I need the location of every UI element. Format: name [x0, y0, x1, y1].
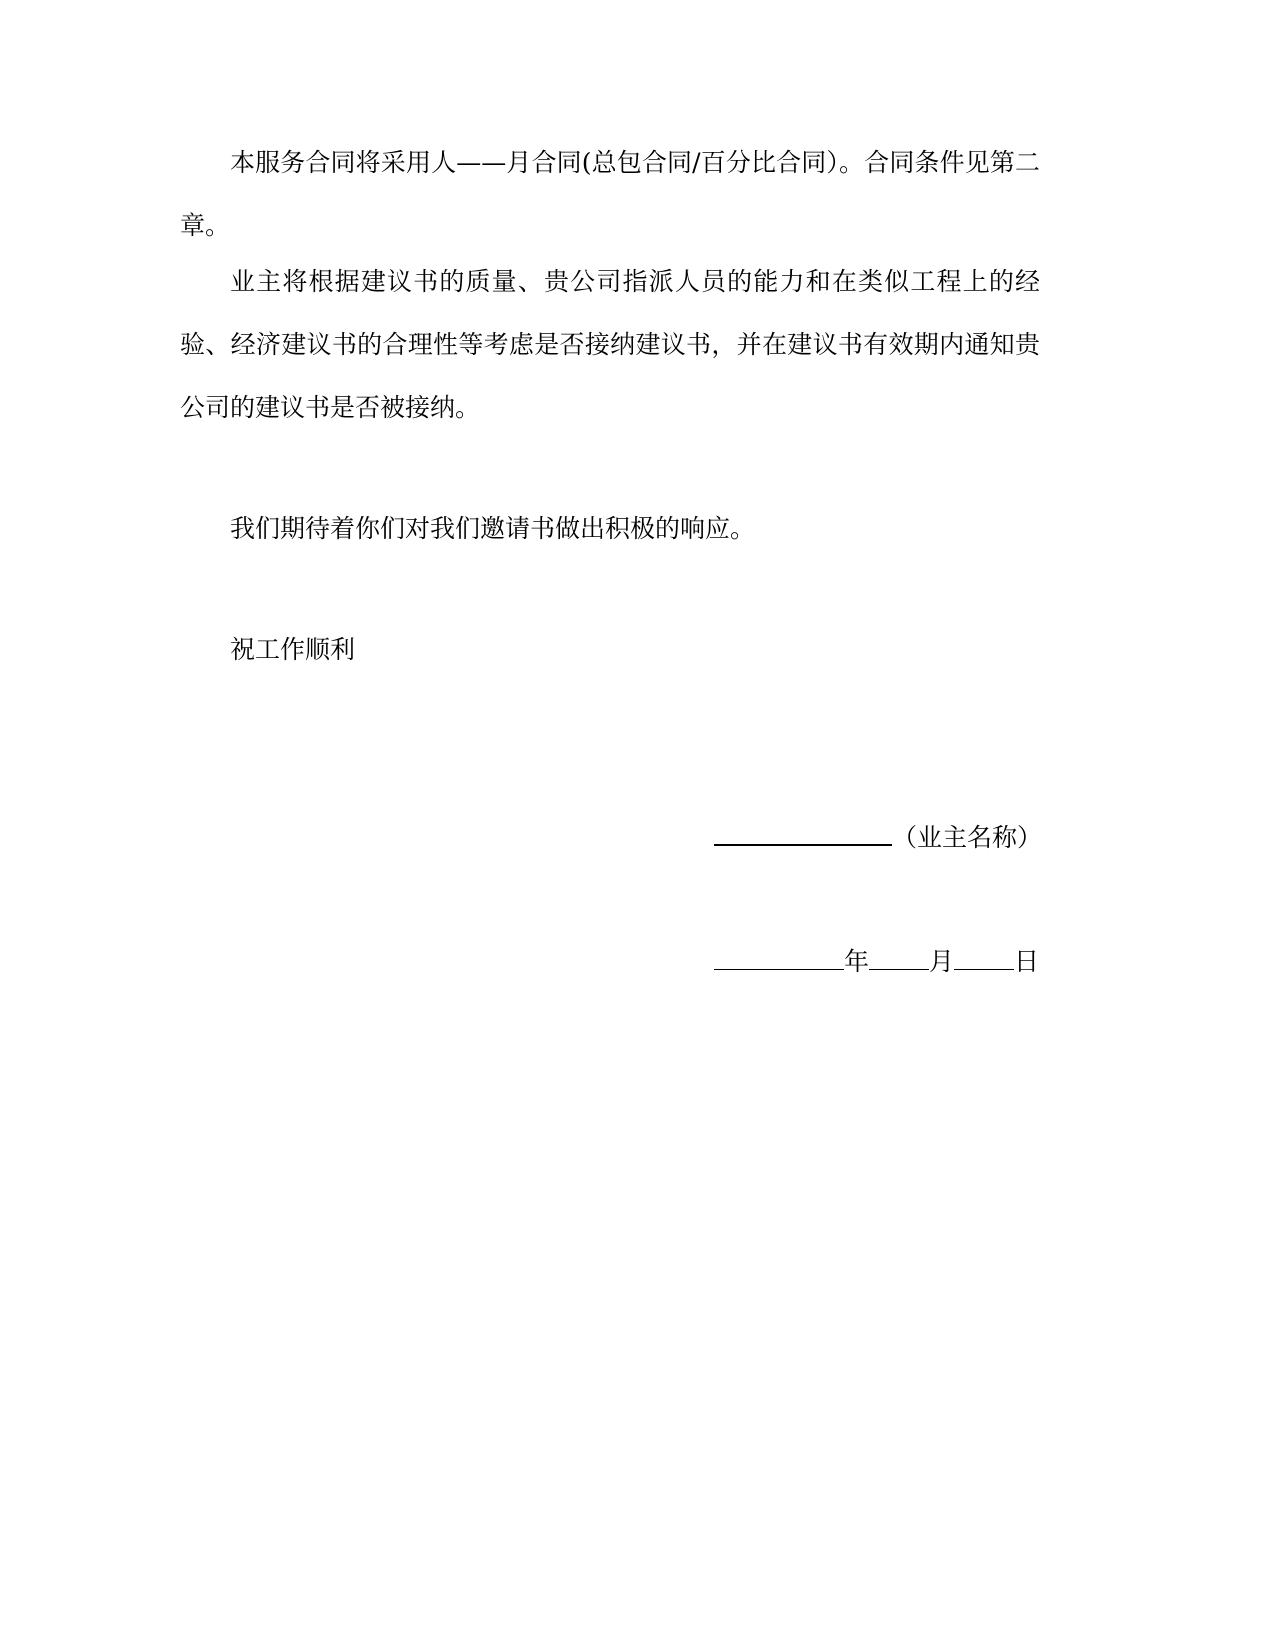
month-label: 月 [929, 947, 955, 976]
owner-signature-line [714, 818, 1042, 858]
year-label: 年 [844, 947, 870, 976]
year-blank [714, 943, 844, 970]
evaluation-paragraph: 业主将根据建议书的质量、贵公司指派人员的能力和在类似工程上的经验、经济建议书的合理性等考虑是否接纳建议书，并在建议书有效期内通知贵公司的建议书是否被接纳。 [180, 267, 1040, 422]
day-label: 日 [1014, 947, 1040, 976]
contract-type-paragraph: 本服务合同将采用人——月合同(总包合同/百分比合同）。合同条件见第二章。 [180, 148, 1040, 240]
expectation-paragraph: 我们期待着你们对我们邀请书做出积极的响应。 [230, 514, 756, 543]
closing-greeting: 祝工作顺利 [230, 635, 356, 664]
owner-name-label: （业主名称） [892, 823, 1043, 852]
month-blank [869, 943, 929, 970]
day-blank [954, 943, 1014, 970]
date-line [714, 942, 1039, 982]
owner-name-blank [714, 818, 892, 846]
